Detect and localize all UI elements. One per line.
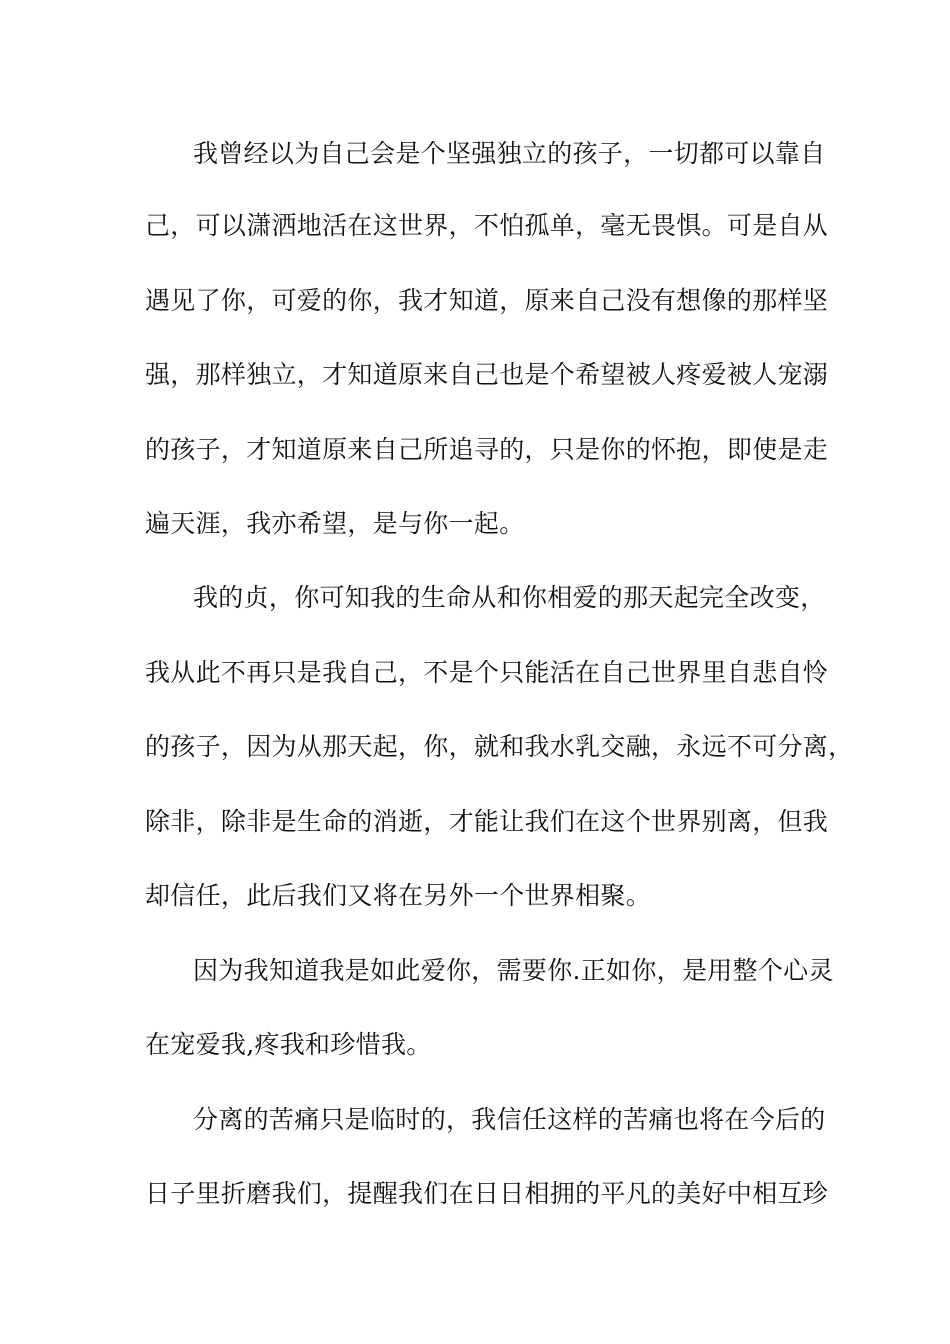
paragraph-2-line-1: 我的贞，你可知我的生命从和你相爱的那天起完全改变， [193,583,826,612]
paragraph-1-line-2: 己，可以潇洒地活在这世界，不怕孤单，毫无畏惧。可是自从 [145,211,829,240]
paragraph-1-line-4: 强，那样独立，才知道原来自己也是个希望被人疼爱被人宠溺 [145,360,829,389]
paragraph-2-line-3: 的孩子，因为从那天起，你，就和我水乳交融，永远不可分离， [145,732,854,761]
paragraph-3-line-1: 因为我知道我是如此爱你，需要你.正如你，是用整个心灵 [193,956,834,985]
paragraph-1-line-1: 我曾经以为自己会是个坚强独立的孩子，一切都可以靠自 [193,139,826,168]
paragraph-2-line-5: 却信任，此后我们又将在另外一个世界相聚。 [145,881,652,910]
paragraph-1-line-5: 的孩子，才知道原来自己所追寻的，只是你的怀抱，即使是走 [145,435,829,464]
paragraph-3-line-2: 在宠爱我,疼我和珍惜我。 [145,1030,432,1059]
paragraph-4-line-2: 日子里折磨我们，提醒我们在日日相拥的平凡的美好中相互珍 [145,1179,829,1208]
paragraph-1-line-3: 遇见了你，可爱的你，我才知道，原来自己没有想像的那样坚 [145,286,829,315]
paragraph-1-line-6: 遍天涯，我亦希望，是与你一起。 [145,509,525,538]
paragraph-2-line-2: 我从此不再只是我自己，不是个只能活在自己世界里自悲自怜 [145,658,829,687]
paragraph-4-line-1: 分离的苦痛只是临时的，我信任这样的苦痛也将在今后的 [193,1105,826,1134]
paragraph-2-line-4: 除非，除非是生命的消逝，才能让我们在这个世界别离，但我 [145,807,829,836]
